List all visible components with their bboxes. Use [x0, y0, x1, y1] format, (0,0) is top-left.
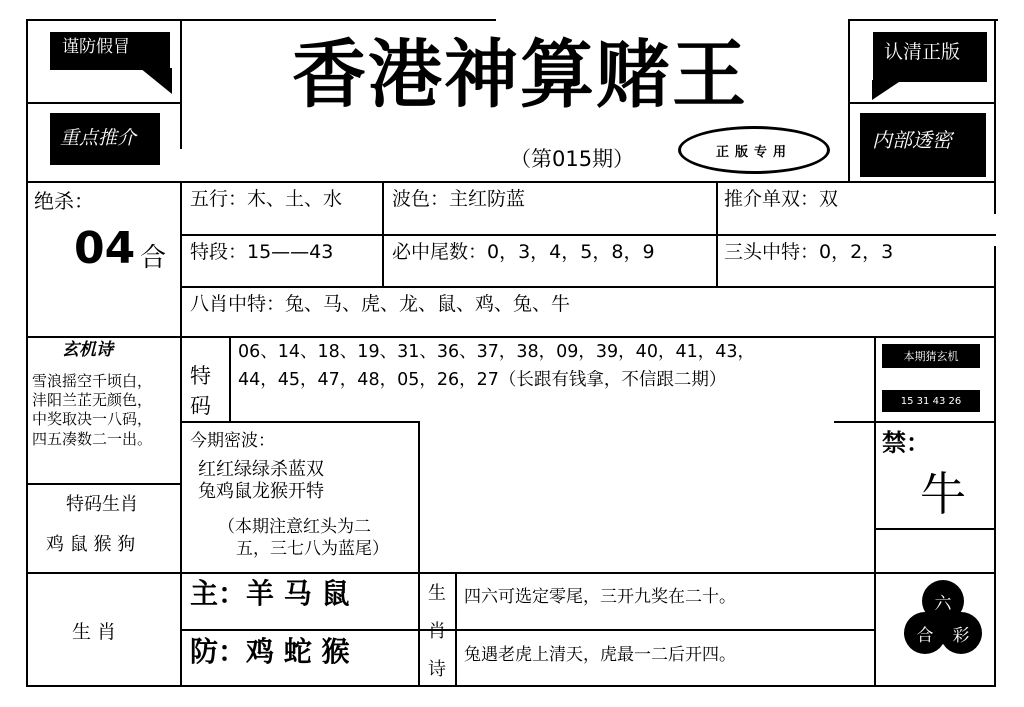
ban-label: 禁： [882, 429, 930, 457]
shengxiao-poem-1: 四六可选定零尾，三开九奖在二十。 [464, 587, 736, 607]
xuanji-title: 本期猜玄机 [903, 350, 959, 363]
header-right-col [848, 19, 850, 181]
xuanji-title-box [882, 344, 980, 368]
kill-number: 04 [74, 223, 136, 274]
header-left-col [180, 19, 182, 149]
poem-line: 四五凑数二一出。 [32, 429, 153, 448]
liuhe-col [874, 572, 876, 687]
mibo-note2: 五，三七八为蓝尾） [236, 539, 389, 559]
mibo-label: 今期密波： [190, 431, 275, 451]
danshuang: 推介单双：双 [724, 188, 839, 210]
santou: 三头中特：0，2，3 [724, 241, 894, 263]
ban-value: 牛 [920, 467, 966, 521]
frame-top [26, 19, 496, 21]
tema-bottom-right [834, 421, 996, 423]
row2-top [26, 336, 996, 338]
badge-anti-fake-text: 谨防假冒 [62, 37, 130, 57]
tema-bottom [180, 421, 420, 423]
tema-right-col [874, 336, 876, 572]
kill-label: 绝杀： [34, 189, 94, 213]
xuanji-code: 15 31 43 26 [900, 395, 962, 407]
shengxiao-defense: 防：鸡 蛇 猴 [190, 635, 350, 668]
frame-top-right [848, 19, 998, 21]
shengxiao-poem-2: 兔遇老虎上清天，虎最一二后开四。 [464, 645, 736, 665]
row1-left-col [180, 181, 182, 687]
ban-bottom [874, 528, 996, 530]
mibo-line2: 兔鸡鼠龙猴开特 [198, 481, 324, 502]
badge-anti-fake-tail [140, 68, 172, 94]
frame-left [26, 19, 28, 687]
issue-number: （第015期） [510, 147, 635, 171]
liuhe-circle-right [940, 612, 982, 654]
liuhe-char-3: 彩 [952, 625, 970, 646]
liuhe-char-2: 合 [916, 625, 934, 646]
badge-genuine-text: 认清正版 [884, 41, 961, 63]
poem-lines [32, 372, 152, 449]
frame-right-lower [994, 246, 996, 687]
header-right-divider [848, 102, 996, 104]
frame-right [994, 19, 996, 214]
mibo-line1: 红红绿绿杀蓝双 [198, 459, 324, 480]
shengxiao-label: 生 肖 [72, 621, 117, 643]
temaxiao-label: 特码生肖 [66, 494, 138, 515]
poem-line: 沣阳兰芷无颜色， [32, 391, 153, 410]
stamp-text: 正版专用 [715, 144, 792, 160]
xuanji-code-box [882, 390, 980, 412]
temaxiao-bottom [26, 572, 996, 574]
poem-label-1: 生 [428, 583, 446, 604]
mibo-note1: （本期注意红头为二 [218, 517, 371, 537]
poem-line: 雪浪摇空千顷白， [32, 372, 153, 390]
badge-recommend-text: 重点推介 [60, 127, 137, 149]
row1-bottom [180, 286, 996, 288]
tema-numbers-2: 44，45，47，48，05，26，27（长跟有钱拿，不信跟二期） [238, 370, 727, 390]
shengxiao-main: 主：羊 马 鼠 [190, 577, 350, 610]
poem-bottom [26, 483, 182, 485]
weishu: 必中尾数：0，3，4，5，8，9 [392, 241, 655, 263]
teduan: 特段：15——43 [190, 241, 334, 263]
baxiao: 八肖中特：兔、马、虎、龙、鼠、鸡、兔、牛 [190, 293, 571, 315]
row1-top [26, 181, 996, 183]
page-title: 香港神算赌王 [292, 32, 748, 118]
poem-title: 玄机诗 [62, 340, 113, 360]
mibo-right-col [418, 421, 420, 687]
badge-genuine-tail [872, 80, 902, 100]
liuhe-char-1: 六 [934, 593, 952, 614]
stamp-seal [678, 126, 830, 174]
poem-line: 中奖取决一八码， [32, 410, 153, 429]
poem-label-2: 肖 [428, 621, 446, 642]
kill-suffix: 合 [140, 243, 167, 273]
shengxiaoshi-col [455, 572, 457, 687]
badge-internal-text: 内部透密 [872, 128, 952, 152]
tema-label-1: 特 [190, 364, 211, 388]
tema-label-col [229, 336, 231, 422]
row1-mid [180, 234, 996, 236]
header-left-divider [26, 102, 182, 104]
zhu-bottom [180, 629, 874, 631]
temaxiao-value: 鸡 鼠 猴 狗 [46, 534, 136, 555]
tema-numbers-1: 06、14、18、19、31、36、37，38，09，39，40，41，43， [238, 342, 755, 362]
tema-label-2: 码 [190, 394, 211, 418]
frame-bottom [26, 685, 996, 687]
poem-label-3: 诗 [428, 659, 446, 680]
bose: 波色：主红防蓝 [392, 188, 526, 210]
wuxing: 五行：木、土、水 [190, 188, 343, 210]
liuhecai-logo [900, 578, 986, 678]
